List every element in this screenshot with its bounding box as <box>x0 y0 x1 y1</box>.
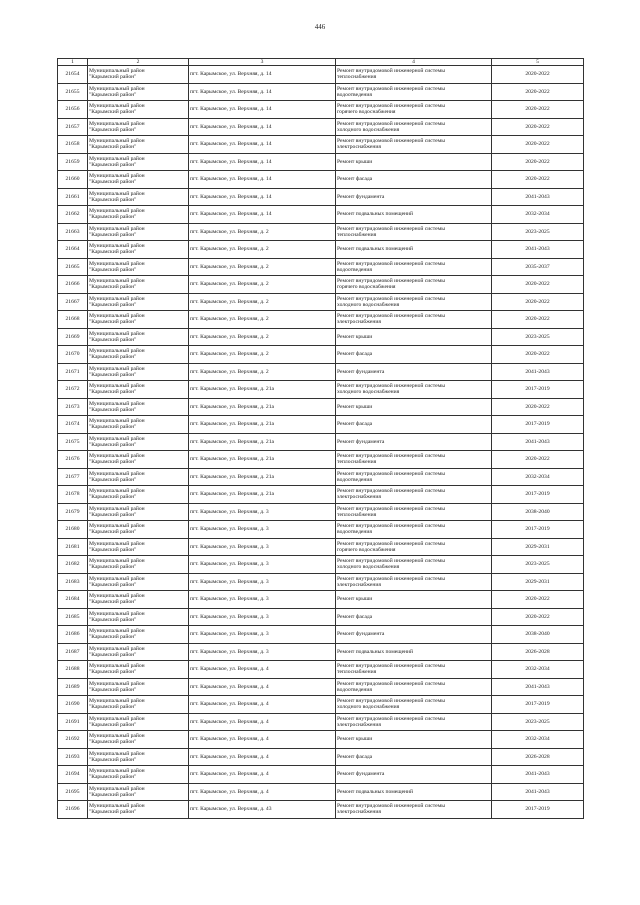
page-number: 446 <box>314 23 326 31</box>
municipality-cell: Муниципальный район "Карымский район" <box>88 328 189 346</box>
address-cell: пгт. Карымское, ул. Верхняя, д. 3 <box>189 591 336 609</box>
work-type-cell: Ремонт крыши <box>336 153 492 171</box>
table-row <box>58 731 584 749</box>
period-cell: 2041-2043 <box>492 363 584 381</box>
municipality-cell: Муниципальный район "Карымский район" <box>88 503 189 521</box>
row-number: 21662 <box>58 206 88 224</box>
table-row <box>58 468 584 486</box>
municipality-cell: Муниципальный район "Карымский район" <box>88 188 189 206</box>
row-number: 21690 <box>58 696 88 714</box>
table-row <box>58 643 584 661</box>
period-cell: 2026-2028 <box>492 643 584 661</box>
address-cell: пгт. Карымское, ул. Верхняя, д. 2 <box>189 346 336 364</box>
work-type-cell: Ремонт подвальных помещений <box>336 241 492 259</box>
address-cell: пгт. Карымское, ул. Верхняя, д. 21а <box>189 468 336 486</box>
period-cell: 2041-2043 <box>492 678 584 696</box>
work-type-cell: Ремонт внутридомовой инженерной системы водоотведения <box>336 83 492 101</box>
period-cell: 2020-2022 <box>492 591 584 609</box>
table-row <box>58 678 584 696</box>
work-type-cell: Ремонт внутридомовой инженерной системы холодного водоснабжения <box>336 118 492 136</box>
municipality-cell: Муниципальный район "Карымский район" <box>88 451 189 469</box>
table-row <box>58 608 584 626</box>
table-row <box>58 416 584 434</box>
table-row <box>58 171 584 189</box>
address-cell: пгт. Карымское, ул. Верхняя, д. 14 <box>189 171 336 189</box>
period-cell: 2032-2034 <box>492 468 584 486</box>
period-cell: 2020-2022 <box>492 608 584 626</box>
work-type-cell: Ремонт внутридомовой инженерной системы электроснабжения <box>336 486 492 504</box>
period-cell: 2020-2022 <box>492 83 584 101</box>
period-cell: 2017-2019 <box>492 801 584 819</box>
work-type-cell: Ремонт внутридомовой инженерной системы водоотведения <box>336 258 492 276</box>
work-type-cell: Ремонт фундамента <box>336 433 492 451</box>
address-cell: пгт. Карымское, ул. Верхняя, д. 2 <box>189 293 336 311</box>
period-cell: 2032-2034 <box>492 661 584 679</box>
work-type-cell: Ремонт подвальных помещений <box>336 783 492 801</box>
municipality-cell: Муниципальный район "Карымский район" <box>88 433 189 451</box>
table-row <box>58 783 584 801</box>
municipality-cell: Муниципальный район "Карымский район" <box>88 591 189 609</box>
period-cell: 2017-2019 <box>492 381 584 399</box>
table-row <box>58 258 584 276</box>
address-cell: пгт. Карымское, ул. Верхняя, д. 14 <box>189 101 336 119</box>
work-type-cell: Ремонт внутридомовой инженерной системы теплоснабжения <box>336 223 492 241</box>
header-col-2: 2 <box>88 59 189 66</box>
work-type-cell: Ремонт внутридомовой инженерной системы водоотведения <box>336 678 492 696</box>
period-cell: 2020-2022 <box>492 66 584 84</box>
header-col-3: 3 <box>189 59 336 66</box>
row-number: 21670 <box>58 346 88 364</box>
period-cell: 2020-2022 <box>492 153 584 171</box>
address-cell: пгт. Карымское, ул. Верхняя, д. 3 <box>189 521 336 539</box>
address-cell: пгт. Карымское, ул. Верхняя, д. 14 <box>189 188 336 206</box>
address-cell: пгт. Карымское, ул. Верхняя, д. 21а <box>189 486 336 504</box>
municipality-cell: Муниципальный район "Карымский район" <box>88 136 189 154</box>
municipality-cell: Муниципальный район "Карымский район" <box>88 556 189 574</box>
work-type-cell: Ремонт внутридомовой инженерной системы горячего водоснабжения <box>336 538 492 556</box>
period-cell: 2041-2043 <box>492 783 584 801</box>
table-row <box>58 381 584 399</box>
table-row <box>58 241 584 259</box>
table-row <box>58 591 584 609</box>
work-type-cell: Ремонт внутридомовой инженерной системы теплоснабжения <box>336 66 492 84</box>
municipality-cell: Муниципальный район "Карымский район" <box>88 416 189 434</box>
row-number: 21671 <box>58 363 88 381</box>
table-row <box>58 486 584 504</box>
row-number: 21657 <box>58 118 88 136</box>
work-type-cell: Ремонт внутридомовой инженерной системы электроснабжения <box>336 311 492 329</box>
address-cell: пгт. Карымское, ул. Верхняя, д. 21а <box>189 433 336 451</box>
municipality-cell: Муниципальный район "Карымский район" <box>88 626 189 644</box>
municipality-cell: Муниципальный район "Карымский район" <box>88 311 189 329</box>
work-type-cell: Ремонт фасада <box>336 748 492 766</box>
period-cell: 2023-2025 <box>492 556 584 574</box>
municipality-cell: Муниципальный район "Карымский район" <box>88 731 189 749</box>
municipality-cell: Муниципальный район "Карымский район" <box>88 118 189 136</box>
municipality-cell: Муниципальный район "Карымский район" <box>88 486 189 504</box>
work-type-cell: Ремонт внутридомовой инженерной системы холодного водоснабжения <box>336 381 492 399</box>
header-col-1: 1 <box>58 59 88 66</box>
period-cell: 2032-2034 <box>492 731 584 749</box>
municipality-cell: Муниципальный район "Карымский район" <box>88 276 189 294</box>
period-cell: 2023-2025 <box>492 713 584 731</box>
period-cell: 2017-2019 <box>492 416 584 434</box>
address-cell: пгт. Карымское, ул. Верхняя, д. 21а <box>189 381 336 399</box>
table-row <box>58 451 584 469</box>
table-header <box>58 59 584 66</box>
address-cell: пгт. Карымское, ул. Верхняя, д. 4 <box>189 713 336 731</box>
row-number: 21678 <box>58 486 88 504</box>
work-type-cell: Ремонт крыши <box>336 591 492 609</box>
address-cell: пгт. Карымское, ул. Верхняя, д. 14 <box>189 118 336 136</box>
period-cell: 2020-2022 <box>492 293 584 311</box>
period-cell: 2023-2025 <box>492 223 584 241</box>
row-number: 21654 <box>58 66 88 84</box>
row-number: 21680 <box>58 521 88 539</box>
row-number: 21695 <box>58 783 88 801</box>
work-type-cell: Ремонт внутридомовой инженерной системы теплоснабжения <box>336 661 492 679</box>
table-row <box>58 521 584 539</box>
table-row <box>58 328 584 346</box>
header-col-4: 4 <box>336 59 492 66</box>
row-number: 21687 <box>58 643 88 661</box>
municipality-cell: Муниципальный район "Карымский район" <box>88 643 189 661</box>
row-number: 21681 <box>58 538 88 556</box>
address-cell: пгт. Карымское, ул. Верхняя, д. 14 <box>189 66 336 84</box>
period-cell: 2029-2031 <box>492 538 584 556</box>
municipality-cell: Муниципальный район "Карымский район" <box>88 241 189 259</box>
work-type-cell: Ремонт внутридомовой инженерной системы водоотведения <box>336 468 492 486</box>
address-cell: пгт. Карымское, ул. Верхняя, д. 21а <box>189 416 336 434</box>
row-number: 21659 <box>58 153 88 171</box>
work-type-cell: Ремонт внутридомовой инженерной системы горячего водоснабжения <box>336 276 492 294</box>
period-cell: 2035-2037 <box>492 258 584 276</box>
table-row <box>58 556 584 574</box>
period-cell: 2041-2043 <box>492 241 584 259</box>
work-type-cell: Ремонт внутридомовой инженерной системы электроснабжения <box>336 573 492 591</box>
period-cell: 2041-2043 <box>492 433 584 451</box>
row-number: 21669 <box>58 328 88 346</box>
row-number: 21686 <box>58 626 88 644</box>
row-number: 21672 <box>58 381 88 399</box>
row-number: 21667 <box>58 293 88 311</box>
row-number: 21674 <box>58 416 88 434</box>
address-cell: пгт. Карымское, ул. Верхняя, д. 2 <box>189 328 336 346</box>
table-row <box>58 293 584 311</box>
address-cell: пгт. Карымское, ул. Верхняя, д. 4 <box>189 678 336 696</box>
table-row <box>58 188 584 206</box>
address-cell: пгт. Карымское, ул. Верхняя, д. 3 <box>189 626 336 644</box>
municipality-cell: Муниципальный район "Карымский район" <box>88 783 189 801</box>
table-row <box>58 573 584 591</box>
header-col-5: 5 <box>492 59 584 66</box>
address-cell: пгт. Карымское, ул. Верхняя, д. 2 <box>189 363 336 381</box>
row-number: 21668 <box>58 311 88 329</box>
work-type-cell: Ремонт внутридомовой инженерной системы электроснабжения <box>336 136 492 154</box>
table-row <box>58 713 584 731</box>
address-cell: пгт. Карымское, ул. Верхняя, д. 3 <box>189 556 336 574</box>
municipality-cell: Муниципальный район "Карымский район" <box>88 83 189 101</box>
address-cell: пгт. Карымское, ул. Верхняя, д. 3 <box>189 503 336 521</box>
table-row <box>58 748 584 766</box>
row-number: 21676 <box>58 451 88 469</box>
period-cell: 2020-2022 <box>492 346 584 364</box>
repair-schedule-table <box>57 58 584 819</box>
address-cell: пгт. Карымское, ул. Верхняя, д. 4 <box>189 766 336 784</box>
work-type-cell: Ремонт крыши <box>336 731 492 749</box>
municipality-cell: Муниципальный район "Карымский район" <box>88 206 189 224</box>
row-number: 21694 <box>58 766 88 784</box>
row-number: 21693 <box>58 748 88 766</box>
period-cell: 2038-2040 <box>492 626 584 644</box>
address-cell: пгт. Карымское, ул. Верхняя, д. 3 <box>189 608 336 626</box>
municipality-cell: Муниципальный район "Карымский район" <box>88 101 189 119</box>
period-cell: 2020-2022 <box>492 136 584 154</box>
address-cell: пгт. Карымское, ул. Верхняя, д. 2 <box>189 241 336 259</box>
table-row <box>58 118 584 136</box>
row-number: 21689 <box>58 678 88 696</box>
table-row <box>58 206 584 224</box>
address-cell: пгт. Карымское, ул. Верхняя, д. 4 <box>189 661 336 679</box>
work-type-cell: Ремонт внутридомовой инженерной системы электроснабжения <box>336 801 492 819</box>
municipality-cell: Муниципальный район "Карымский район" <box>88 538 189 556</box>
work-type-cell: Ремонт внутридомовой инженерной системы холодного водоснабжения <box>336 556 492 574</box>
municipality-cell: Муниципальный район "Карымский район" <box>88 801 189 819</box>
municipality-cell: Муниципальный район "Карымский район" <box>88 748 189 766</box>
period-cell: 2023-2025 <box>492 328 584 346</box>
address-cell: пгт. Карымское, ул. Верхняя, д. 4 <box>189 748 336 766</box>
address-cell: пгт. Карымское, ул. Верхняя, д. 4 <box>189 783 336 801</box>
work-type-cell: Ремонт внутридомовой инженерной системы электроснабжения <box>336 713 492 731</box>
row-number: 21665 <box>58 258 88 276</box>
municipality-cell: Муниципальный район "Карымский район" <box>88 66 189 84</box>
municipality-cell: Муниципальный район "Карымский район" <box>88 381 189 399</box>
work-type-cell: Ремонт фундамента <box>336 188 492 206</box>
table-row <box>58 538 584 556</box>
work-type-cell: Ремонт внутридомовой инженерной системы теплоснабжения <box>336 451 492 469</box>
work-type-cell: Ремонт фасада <box>336 346 492 364</box>
address-cell: пгт. Карымское, ул. Верхняя, д. 3 <box>189 538 336 556</box>
row-number: 21692 <box>58 731 88 749</box>
table-row <box>58 433 584 451</box>
municipality-cell: Муниципальный район "Карымский район" <box>88 346 189 364</box>
work-type-cell: Ремонт подвальных помещений <box>336 643 492 661</box>
address-cell: пгт. Карымское, ул. Верхняя, д. 14 <box>189 153 336 171</box>
municipality-cell: Муниципальный район "Карымский район" <box>88 153 189 171</box>
municipality-cell: Муниципальный район "Карымский район" <box>88 661 189 679</box>
row-number: 21655 <box>58 83 88 101</box>
row-number: 21664 <box>58 241 88 259</box>
period-cell: 2029-2031 <box>492 573 584 591</box>
row-number: 21688 <box>58 661 88 679</box>
work-type-cell: Ремонт внутридомовой инженерной системы теплоснабжения <box>336 503 492 521</box>
period-cell: 2017-2019 <box>492 486 584 504</box>
row-number: 21682 <box>58 556 88 574</box>
work-type-cell: Ремонт внутридомовой инженерной системы водоотведения <box>336 521 492 539</box>
work-type-cell: Ремонт фундамента <box>336 766 492 784</box>
work-type-cell: Ремонт фасада <box>336 608 492 626</box>
work-type-cell: Ремонт крыши <box>336 398 492 416</box>
work-type-cell: Ремонт крыши <box>336 328 492 346</box>
municipality-cell: Муниципальный район "Карымский район" <box>88 608 189 626</box>
table-row <box>58 136 584 154</box>
address-cell: пгт. Карымское, ул. Верхняя, д. 21а <box>189 451 336 469</box>
period-cell: 2026-2028 <box>492 748 584 766</box>
municipality-cell: Муниципальный район "Карымский район" <box>88 713 189 731</box>
table-row <box>58 153 584 171</box>
municipality-cell: Муниципальный район "Карымский район" <box>88 573 189 591</box>
row-number: 21656 <box>58 101 88 119</box>
period-cell: 2017-2019 <box>492 521 584 539</box>
table-row <box>58 363 584 381</box>
row-number: 21691 <box>58 713 88 731</box>
address-cell: пгт. Карымское, ул. Верхняя, д. 21а <box>189 398 336 416</box>
municipality-cell: Муниципальный район "Карымский район" <box>88 678 189 696</box>
row-number: 21658 <box>58 136 88 154</box>
row-number: 21677 <box>58 468 88 486</box>
address-cell: пгт. Карымское, ул. Верхняя, д. 3 <box>189 643 336 661</box>
address-cell: пгт. Карымское, ул. Верхняя, д. 4 <box>189 696 336 714</box>
address-cell: пгт. Карымское, ул. Верхняя, д. 43 <box>189 801 336 819</box>
municipality-cell: Муниципальный район "Карымский район" <box>88 468 189 486</box>
period-cell: 2020-2022 <box>492 101 584 119</box>
table-row <box>58 83 584 101</box>
address-cell: пгт. Карымское, ул. Верхняя, д. 2 <box>189 276 336 294</box>
table-row <box>58 503 584 521</box>
address-cell: пгт. Карымское, ул. Верхняя, д. 4 <box>189 731 336 749</box>
period-cell: 2017-2019 <box>492 696 584 714</box>
address-cell: пгт. Карымское, ул. Верхняя, д. 14 <box>189 136 336 154</box>
period-cell: 2020-2022 <box>492 276 584 294</box>
table-body <box>58 66 584 819</box>
municipality-cell: Муниципальный район "Карымский район" <box>88 521 189 539</box>
period-cell: 2032-2034 <box>492 206 584 224</box>
header-row <box>58 59 584 66</box>
work-type-cell: Ремонт фундамента <box>336 626 492 644</box>
row-number: 21683 <box>58 573 88 591</box>
municipality-cell: Муниципальный район "Карымский район" <box>88 171 189 189</box>
row-number: 21660 <box>58 171 88 189</box>
table-row <box>58 766 584 784</box>
municipality-cell: Муниципальный район "Карымский район" <box>88 258 189 276</box>
municipality-cell: Муниципальный район "Карымский район" <box>88 293 189 311</box>
work-type-cell: Ремонт внутридомовой инженерной системы горячего водоснабжения <box>336 101 492 119</box>
table-row <box>58 696 584 714</box>
table-row <box>58 101 584 119</box>
municipality-cell: Муниципальный район "Карымский район" <box>88 696 189 714</box>
table-row <box>58 66 584 84</box>
work-type-cell: Ремонт внутридомовой инженерной системы холодного водоснабжения <box>336 293 492 311</box>
address-cell: пгт. Карымское, ул. Верхняя, д. 2 <box>189 311 336 329</box>
period-cell: 2020-2022 <box>492 118 584 136</box>
table-row <box>58 661 584 679</box>
work-type-cell: Ремонт фундамента <box>336 363 492 381</box>
row-number: 21661 <box>58 188 88 206</box>
work-type-cell: Ремонт фасада <box>336 416 492 434</box>
municipality-cell: Муниципальный район "Карымский район" <box>88 363 189 381</box>
address-cell: пгт. Карымское, ул. Верхняя, д. 14 <box>189 83 336 101</box>
table-row <box>58 276 584 294</box>
address-cell: пгт. Карымское, ул. Верхняя, д. 3 <box>189 573 336 591</box>
table-row <box>58 346 584 364</box>
period-cell: 2020-2022 <box>492 171 584 189</box>
table-row <box>58 398 584 416</box>
work-type-cell: Ремонт подвальных помещений <box>336 206 492 224</box>
table-row <box>58 626 584 644</box>
address-cell: пгт. Карымское, ул. Верхняя, д. 2 <box>189 258 336 276</box>
table-row <box>58 223 584 241</box>
period-cell: 2020-2022 <box>492 398 584 416</box>
row-number: 21666 <box>58 276 88 294</box>
period-cell: 2041-2043 <box>492 766 584 784</box>
row-number: 21663 <box>58 223 88 241</box>
address-cell: пгт. Карымское, ул. Верхняя, д. 2 <box>189 223 336 241</box>
row-number: 21679 <box>58 503 88 521</box>
period-cell: 2020-2022 <box>492 311 584 329</box>
row-number: 21675 <box>58 433 88 451</box>
work-type-cell: Ремонт фасада <box>336 171 492 189</box>
address-cell: пгт. Карымское, ул. Верхняя, д. 14 <box>189 206 336 224</box>
row-number: 21685 <box>58 608 88 626</box>
row-number: 21696 <box>58 801 88 819</box>
period-cell: 2038-2040 <box>492 503 584 521</box>
work-type-cell: Ремонт внутридомовой инженерной системы холодного водоснабжения <box>336 696 492 714</box>
row-number: 21684 <box>58 591 88 609</box>
period-cell: 2020-2022 <box>492 451 584 469</box>
municipality-cell: Муниципальный район "Карымский район" <box>88 766 189 784</box>
municipality-cell: Муниципальный район "Карымский район" <box>88 398 189 416</box>
period-cell: 2041-2043 <box>492 188 584 206</box>
table-row <box>58 311 584 329</box>
municipality-cell: Муниципальный район "Карымский район" <box>88 223 189 241</box>
row-number: 21673 <box>58 398 88 416</box>
table-row <box>58 801 584 819</box>
